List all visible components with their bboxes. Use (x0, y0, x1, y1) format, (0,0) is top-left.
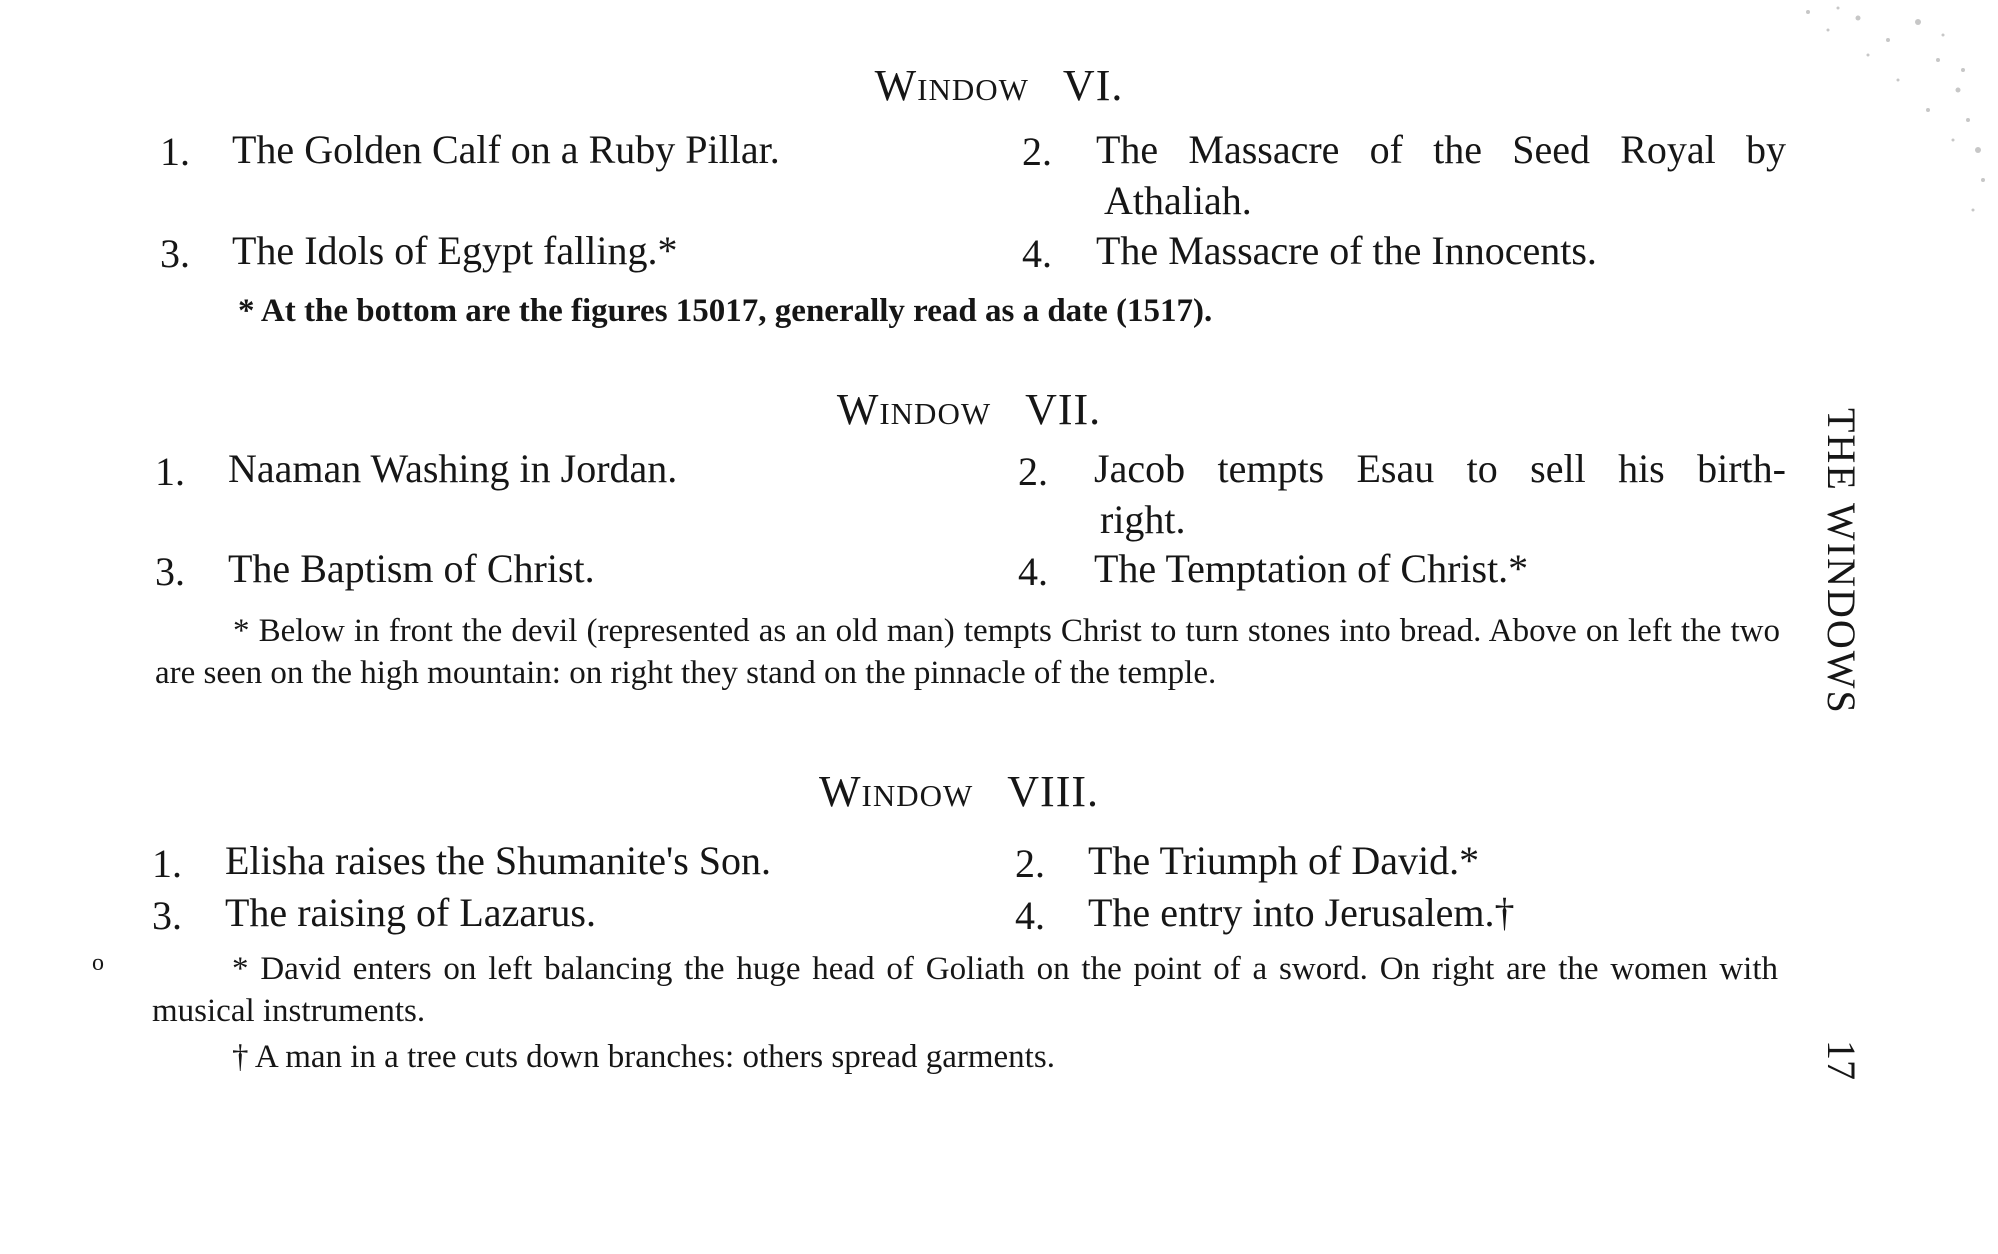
window-8-title (0, 766, 1958, 817)
window-6-item-1: The Golden Calf on a Ruby Pillar. (232, 127, 780, 172)
window-8-item-4: The entry into Jerusalem.† (1088, 890, 1515, 935)
item-number: 1. (152, 841, 182, 886)
window-6-item-3: The Idols of Egypt falling.* (232, 228, 678, 273)
item-number: 3. (155, 549, 185, 594)
window-8-footnote-2: † A man in a tree cuts down branches: others spread garments. (232, 1039, 1055, 1075)
window-7-item-2-line-2: right. (1100, 497, 1186, 542)
paper-stain (1768, 0, 1998, 260)
item-number: 1. (155, 449, 185, 494)
running-head: THE WINDOWS (1819, 408, 1864, 715)
page-number: 17 (1819, 1040, 1864, 1080)
item-number: 2. (1018, 449, 1048, 494)
window-6-footnote: * At the bottom are the figures 15017, generally read as a date (1517). (238, 293, 1213, 329)
window-title-numeral: VI. (1062, 61, 1124, 110)
window-8-item-3: The raising of Lazarus. (225, 890, 596, 935)
window-8-item-2: The Triumph of David.* (1088, 838, 1480, 883)
window-7-item-2-line-1: Jacob tempts Esau to sell his birth- (1094, 446, 1786, 491)
window-7-item-4: The Temptation of Christ.* (1094, 546, 1529, 591)
item-number: 4. (1015, 893, 1045, 938)
item-number: 4. (1022, 231, 1052, 276)
item-number: 2. (1015, 841, 1045, 886)
window-6-item-2-line-1: The Massacre of the Seed Royal by (1096, 127, 1786, 172)
window-6-item-4: The Massacre of the Innocents. (1096, 228, 1597, 273)
item-number: 2. (1022, 129, 1052, 174)
window-title-word: Window (836, 385, 992, 434)
window-title-word: Window (818, 767, 974, 816)
window-7-item-1: Naaman Washing in Jordan. (228, 446, 678, 491)
window-title-numeral: VII. (1025, 385, 1102, 434)
item-number: 3. (160, 231, 190, 276)
window-6-title (0, 60, 1998, 111)
item-number: 1. (160, 129, 190, 174)
window-8-footnote-1: * David enters on left balancing the huge head of Goliath on the point of a sword. On right are the women with musical instruments. (152, 951, 1778, 1029)
window-7-title (0, 384, 1968, 435)
window-title-numeral: VIII. (1007, 767, 1099, 816)
window-7-item-3: The Baptism of Christ. (228, 546, 595, 591)
item-number: 3. (152, 893, 182, 938)
window-7-footnote: * Below in front the devil (represented as an old man) tempts Christ to turn stones into bread. Above on left the two are seen on the high mountain: on right they stand on the pinnacle of the temple. (155, 613, 1780, 691)
window-8-item-1: Elisha raises the Shumanite's Son. (225, 838, 772, 883)
margin-mark: o (92, 950, 104, 976)
item-number: 4. (1018, 549, 1048, 594)
window-title-word: Window (874, 61, 1029, 110)
window-6-item-2-line-2: Athaliah. (1104, 178, 1252, 223)
